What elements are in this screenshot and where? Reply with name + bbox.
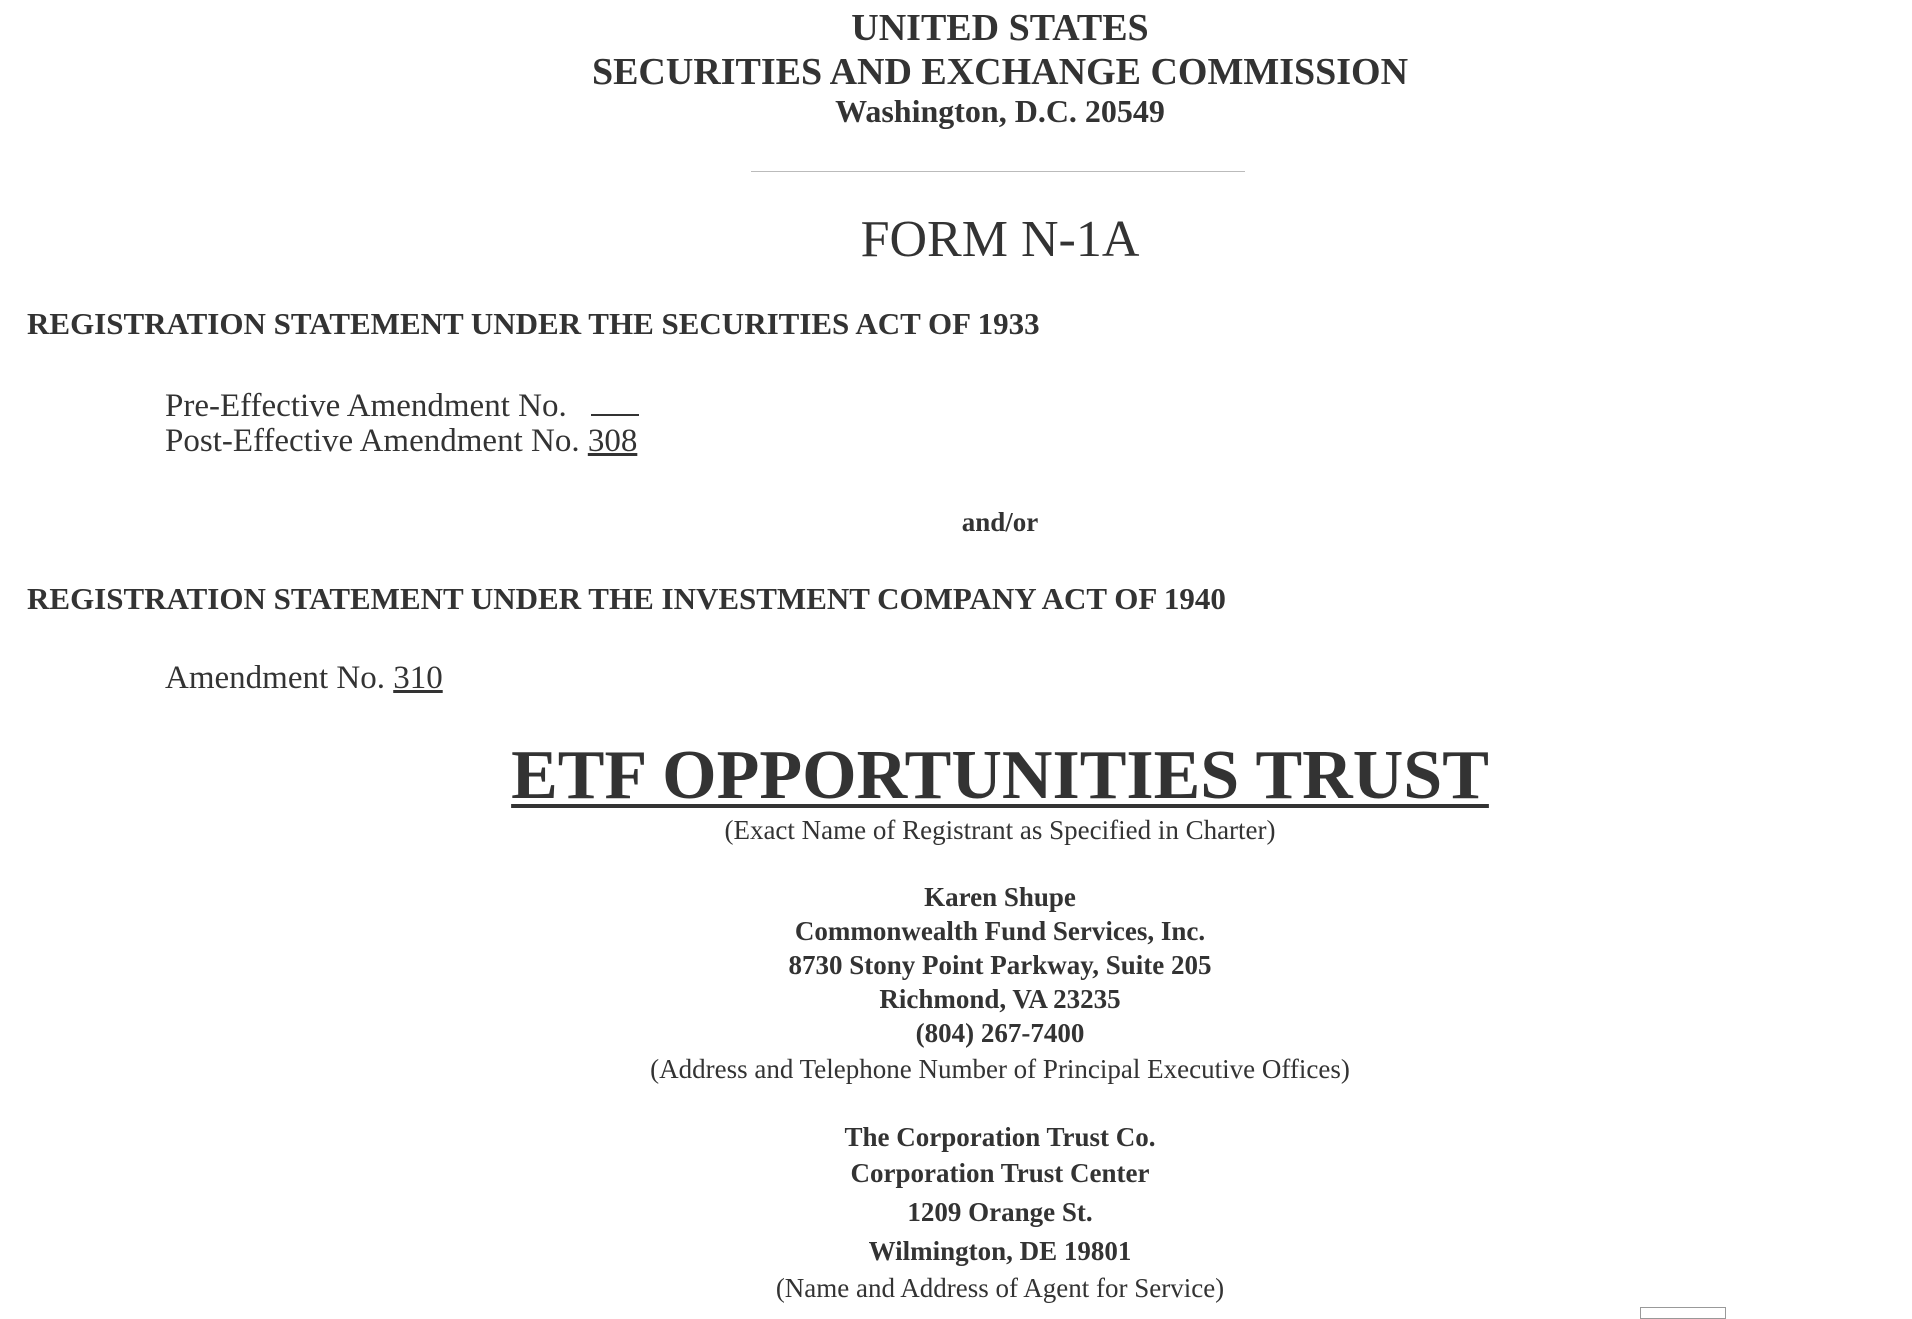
agent-center: Corporation Trust Center xyxy=(850,1158,1150,1188)
pre-effective-blank xyxy=(591,384,639,416)
agent-city: Wilmington, DE 19801 xyxy=(868,1236,1132,1266)
pre-effective-label: Pre-Effective Amendment No. xyxy=(165,388,567,424)
header-line-3: Washington, D.C. 20549 xyxy=(835,93,1165,129)
post-effective-number: 308 xyxy=(587,423,638,459)
investment-company-act-heading: REGISTRATION STATEMENT UNDER THE INVESTMENT COMPANY ACT OF 1940 xyxy=(27,581,1226,616)
contact-name: Karen Shupe xyxy=(924,882,1076,912)
agent-street: 1209 Orange St. xyxy=(907,1197,1093,1227)
securities-act-heading: REGISTRATION STATEMENT UNDER THE SECURITIES ACT OF 1933 xyxy=(27,306,1040,341)
registrant-name: ETF OPPORTUNITIES TRUST xyxy=(511,737,1489,814)
agent-name: The Corporation Trust Co. xyxy=(844,1122,1156,1152)
header-line-1: UNITED STATES xyxy=(851,7,1149,49)
post-effective-label: Post-Effective Amendment No. xyxy=(165,423,580,459)
amendment-number: 310 xyxy=(393,660,443,696)
header-line-2: SECURITIES AND EXCHANGE COMMISSION xyxy=(591,51,1409,93)
contact-city: Richmond, VA 23235 xyxy=(879,984,1121,1014)
header-divider xyxy=(751,171,1245,172)
pre-effective-amendment-line xyxy=(165,384,639,425)
registrant-caption: (Exact Name of Registrant as Specified in Charter) xyxy=(724,815,1276,845)
amendment-label: Amendment No. xyxy=(165,660,385,696)
and-or-label: and/or xyxy=(961,507,1039,537)
post-effective-amendment-line xyxy=(165,423,637,460)
agent-caption: (Name and Address of Agent for Service) xyxy=(775,1273,1225,1303)
form-title: FORM N-1A xyxy=(860,211,1140,268)
amendment-line xyxy=(165,660,443,697)
contact-street: 8730 Stony Point Parkway, Suite 205 xyxy=(788,950,1212,980)
contact-phone: (804) 267-7400 xyxy=(915,1018,1085,1048)
bottom-right-box xyxy=(1640,1307,1726,1319)
principal-offices-caption: (Address and Telephone Number of Principal Executive Offices) xyxy=(650,1054,1350,1084)
contact-company: Commonwealth Fund Services, Inc. xyxy=(794,916,1206,946)
